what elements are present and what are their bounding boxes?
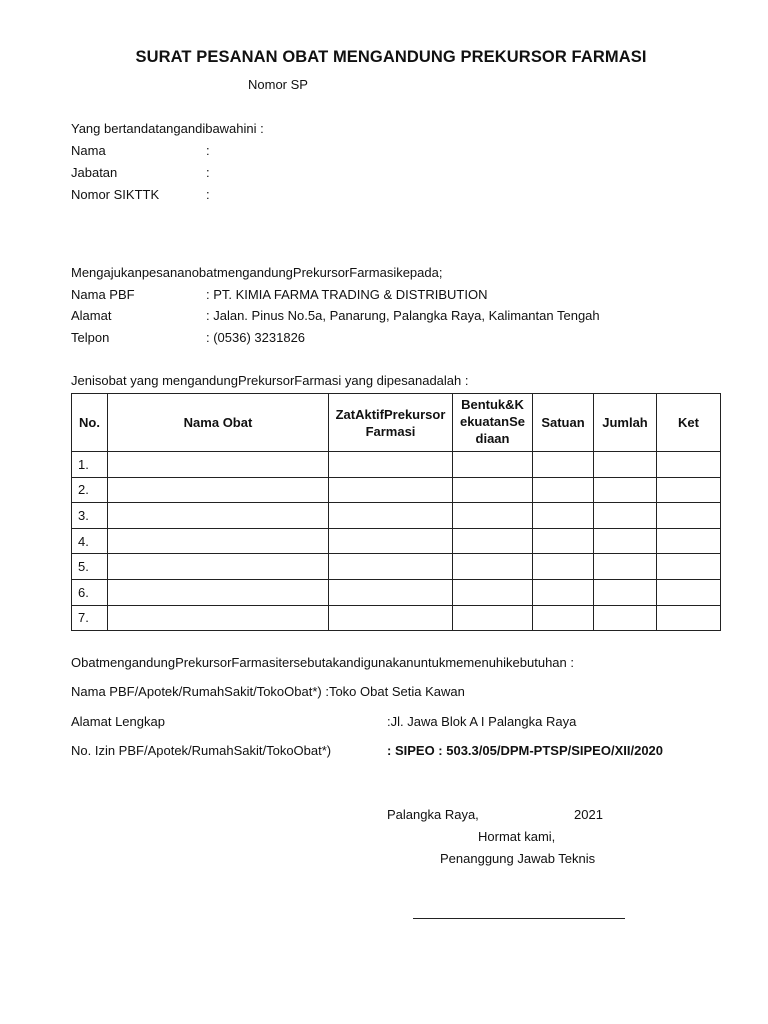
closing-regards: Hormat kami, (478, 829, 556, 844)
dosage-form-cell[interactable] (453, 503, 533, 529)
remarks-cell[interactable] (657, 605, 721, 631)
row-number: 5. (72, 554, 108, 580)
drug-name-cell[interactable] (108, 452, 329, 478)
quantity-cell[interactable] (594, 579, 657, 605)
column-header-remarks: Ket (657, 394, 721, 452)
drug-name-cell[interactable] (108, 554, 329, 580)
quantity-cell[interactable] (594, 605, 657, 631)
table-row (72, 477, 721, 503)
signature-line (413, 918, 625, 919)
supplier-phone-label: Telpon (71, 330, 110, 345)
signatory-intro: Yang bertandatangandibawahini : (71, 121, 264, 136)
usage-name-label: Nama PBF/Apotek/RumahSakit/TokoObat*) : (71, 684, 329, 699)
active-substance-cell[interactable] (329, 579, 453, 605)
quantity-cell[interactable] (594, 528, 657, 554)
dosage-form-cell[interactable] (453, 579, 533, 605)
supplier-address-label: Alamat (71, 308, 112, 323)
unit-cell[interactable] (533, 477, 594, 503)
closing-year: 2021 (574, 807, 603, 822)
closing-role: Penanggung Jawab Teknis (440, 851, 596, 866)
quantity-cell[interactable] (594, 452, 657, 478)
row-number: 3. (72, 503, 108, 529)
column-header-active-substance: ZatAktifPrekursor Farmasi (329, 394, 453, 452)
active-substance-cell[interactable] (329, 452, 453, 478)
quantity-cell[interactable] (594, 503, 657, 529)
dosage-form-cell[interactable] (453, 554, 533, 580)
signatory-name-value: : (206, 143, 210, 158)
remarks-cell[interactable] (657, 528, 721, 554)
drug-name-cell[interactable] (108, 477, 329, 503)
usage-name-row (71, 684, 465, 699)
remarks-cell[interactable] (657, 452, 721, 478)
active-substance-cell[interactable] (329, 605, 453, 631)
dosage-form-cell[interactable] (453, 477, 533, 503)
unit-cell[interactable] (533, 579, 594, 605)
active-substance-cell[interactable] (329, 503, 453, 529)
supplier-name-label: Nama PBF (71, 287, 135, 302)
row-number: 6. (72, 579, 108, 605)
document-title: SURAT PESANAN OBAT MENGANDUNG PREKURSOR FARMASI (135, 48, 647, 66)
column-header-no: No. (72, 394, 108, 452)
table-row (72, 554, 721, 580)
order-table-intro: Jenisobat yang mengandungPrekursorFarmasi yang dipesanadalah : (71, 373, 469, 388)
supplier-name-value: : PT. KIMIA FARMA TRADING & DISTRIBUTION (206, 287, 488, 302)
signatory-position-value: : (206, 165, 210, 180)
active-substance-cell[interactable] (329, 554, 453, 580)
supplier-phone-value: : (0536) 3231826 (206, 330, 306, 345)
drug-name-cell[interactable] (108, 579, 329, 605)
table-row (72, 579, 721, 605)
usage-address-value: :Jl. Jawa Blok A I Palangka Raya (387, 714, 577, 729)
unit-cell[interactable] (533, 503, 594, 529)
remarks-cell[interactable] (657, 579, 721, 605)
usage-name-value: Toko Obat Setia Kawan (328, 684, 465, 699)
usage-permit-value: : SIPEO : 503.3/05/DPM-PTSP/SIPEO/XII/2020 (387, 743, 664, 758)
unit-cell[interactable] (533, 605, 594, 631)
signatory-name-label: Nama (71, 143, 106, 158)
column-header-quantity: Jumlah (594, 394, 657, 452)
row-number: 4. (72, 528, 108, 554)
active-substance-cell[interactable] (329, 477, 453, 503)
table-row (72, 605, 721, 631)
usage-address-label: Alamat Lengkap (71, 714, 165, 729)
row-number: 1. (72, 452, 108, 478)
column-header-dosage-form: Bentuk&K ekuatanSe diaan (453, 394, 533, 452)
active-substance-cell[interactable] (329, 528, 453, 554)
dosage-form-cell[interactable] (453, 528, 533, 554)
signatory-sikttk-value: : (206, 187, 210, 202)
remarks-cell[interactable] (657, 554, 721, 580)
supplier-address-value: : Jalan. Pinus No.5a, Panarung, Palangka Raya, Kalimantan Tengah (206, 308, 600, 323)
signatory-sikttk-label: Nomor SIKTTK (71, 187, 160, 202)
usage-intro: ObatmengandungPrekursorFarmasitersebutakandigunakanuntukmemenuhikebutuhan : (71, 655, 574, 670)
row-number: 7. (72, 605, 108, 631)
drug-name-cell[interactable] (108, 503, 329, 529)
usage-permit-label: No. Izin PBF/Apotek/RumahSakit/TokoObat*) (71, 743, 332, 758)
row-number: 2. (72, 477, 108, 503)
quantity-cell[interactable] (594, 554, 657, 580)
unit-cell[interactable] (533, 528, 594, 554)
quantity-cell[interactable] (594, 477, 657, 503)
table-row (72, 503, 721, 529)
drug-name-cell[interactable] (108, 528, 329, 554)
drug-name-cell[interactable] (108, 605, 329, 631)
dosage-form-cell[interactable] (453, 605, 533, 631)
unit-cell[interactable] (533, 554, 594, 580)
closing-place: Palangka Raya, (387, 807, 479, 822)
order-table (71, 393, 721, 631)
column-header-drug-name: Nama Obat (108, 394, 329, 452)
dosage-form-cell[interactable] (453, 452, 533, 478)
column-header-unit: Satuan (533, 394, 594, 452)
signatory-position-label: Jabatan (71, 165, 118, 180)
remarks-cell[interactable] (657, 477, 721, 503)
remarks-cell[interactable] (657, 503, 721, 529)
order-table-header-row (72, 394, 721, 452)
table-row (72, 528, 721, 554)
supplier-intro: MengajukanpesananobatmengandungPrekursorFarmasikepada; (71, 265, 443, 280)
unit-cell[interactable] (533, 452, 594, 478)
nomor-sp-label: Nomor SP (248, 77, 308, 92)
table-row (72, 452, 721, 478)
